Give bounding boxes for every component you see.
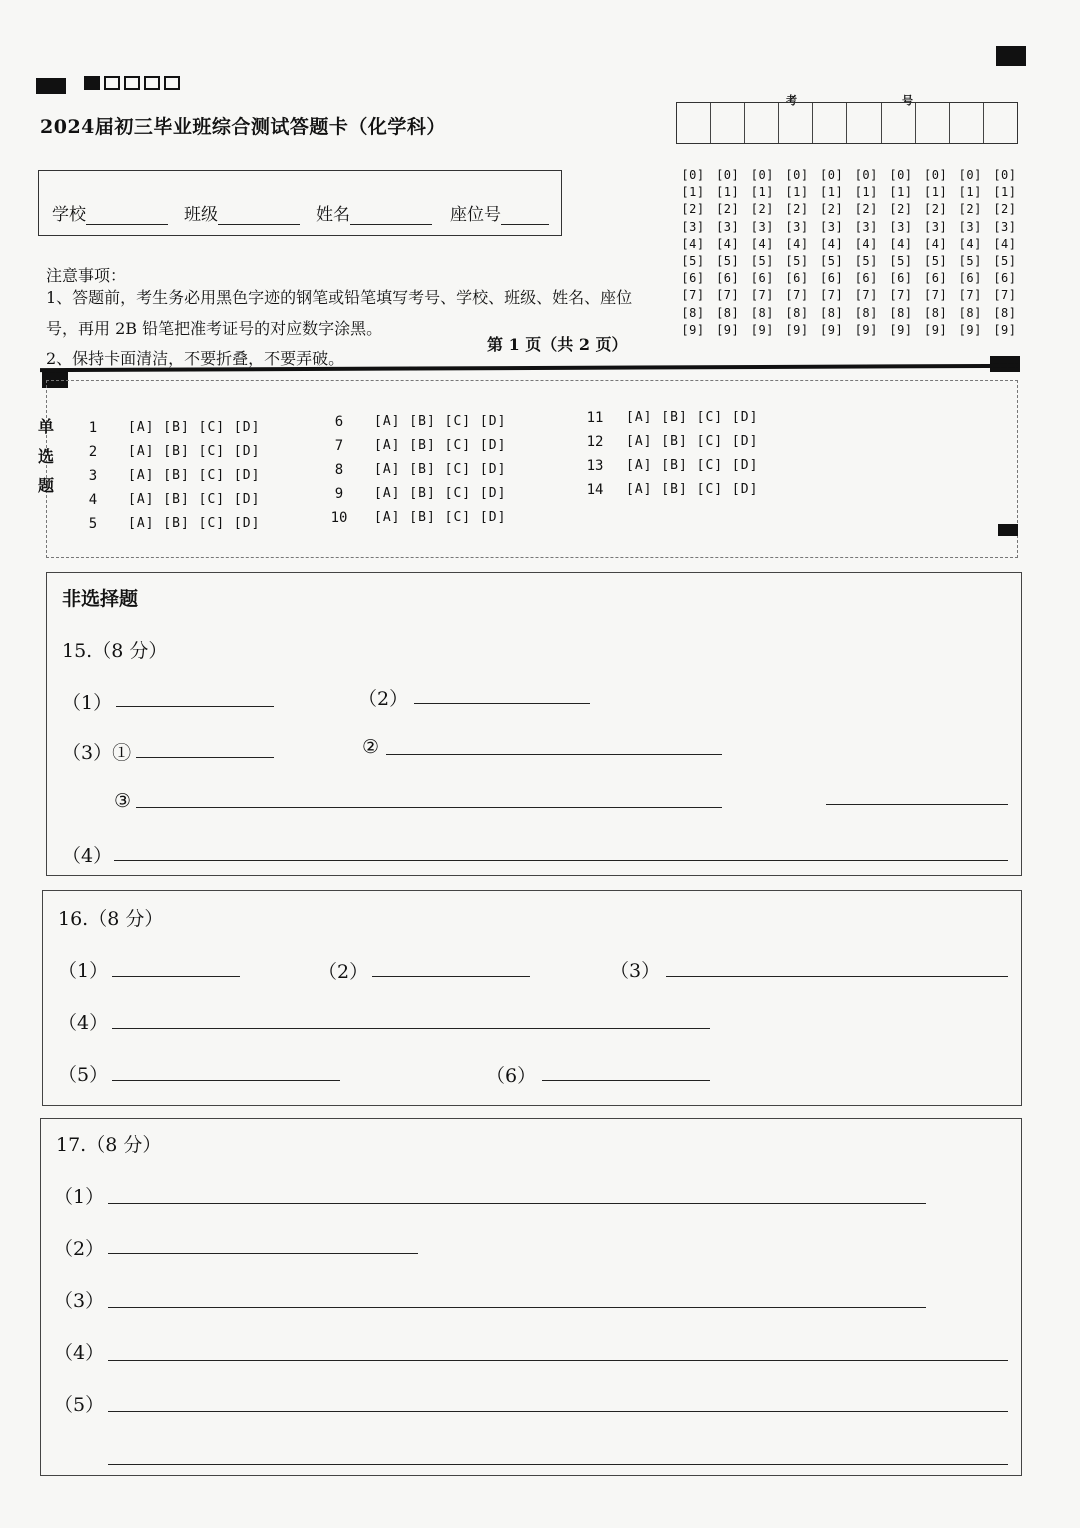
exam-id-bubble[interactable]: [6] — [924, 271, 948, 286]
exam-id-bubble[interactable]: [9] — [993, 322, 1017, 337]
exam-id-bubble[interactable]: [8] — [785, 305, 809, 320]
exam-id-bubble[interactable]: [2] — [854, 202, 878, 217]
exam-id-bubble[interactable]: [1] — [854, 185, 878, 200]
exam-id-bubble[interactable]: [0] — [716, 168, 740, 182]
exam-id-bubble[interactable]: [8] — [889, 305, 913, 320]
mc-question-number: 1 — [88, 420, 98, 436]
page-title: 2024届初三毕业班综合测试答题卡（化学科） — [40, 116, 446, 138]
mc-question-number: 8 — [334, 462, 344, 478]
notes-line-2: 号，再用 2B 铅笔把准考证号的对应数字涂黑。 — [46, 319, 383, 338]
mc-answer-options[interactable]: [A] [B] [C] [D] — [128, 516, 261, 531]
exam-id-bubble[interactable]: [7] — [785, 288, 809, 303]
exam-id-bubble[interactable]: [8] — [924, 305, 948, 320]
q15-part1-answer-line[interactable] — [116, 706, 274, 707]
exam-id-bubble[interactable]: [2] — [785, 202, 809, 217]
exam-id-bubble[interactable]: [9] — [785, 322, 809, 337]
mc-question-number: 2 — [88, 444, 98, 460]
exam-id-bubble[interactable]: [2] — [889, 202, 913, 217]
mc-label-char-2: 选 — [38, 447, 55, 466]
exam-id-bubble[interactable]: [1] — [750, 185, 774, 200]
notes-line-1: 1、答题前，考生务必用黑色字迹的钢笔或铅笔填写考号、学校、班级、姓名、座位 — [46, 288, 633, 307]
q17-part5-extra-answer-line[interactable] — [108, 1464, 1008, 1465]
question-17-section — [40, 1118, 1022, 1476]
exam-id-bubble[interactable]: [6] — [854, 271, 878, 286]
q16-part5-label: （5） — [58, 1064, 109, 1086]
exam-id-bubble[interactable]: [2] — [681, 202, 705, 217]
exam-id-bubble[interactable]: [5] — [681, 254, 705, 268]
q16-part2-label: （2） — [318, 961, 369, 983]
exam-id-bubble[interactable]: [5] — [750, 254, 774, 268]
mc-question-number: 3 — [88, 468, 98, 484]
mc-answer-options[interactable]: [A] [B] [C] [D] — [626, 482, 759, 497]
q16-part6-answer-line[interactable] — [542, 1080, 710, 1081]
exam-id-bubble[interactable]: [2] — [716, 202, 740, 217]
exam-id-bubble[interactable]: [4] — [785, 236, 809, 251]
exam-id-bubble[interactable]: [4] — [820, 236, 844, 251]
exam-id-digit-row[interactable] — [678, 271, 1020, 285]
q17-part3-label: （3） — [54, 1290, 105, 1312]
exam-id-bubble[interactable]: [1] — [785, 185, 809, 200]
q16-part3-answer-line[interactable] — [666, 976, 1008, 977]
q16-part1-answer-line[interactable] — [112, 976, 240, 977]
page-indicator-squares — [84, 76, 180, 90]
exam-id-bubble[interactable]: [8] — [958, 305, 982, 320]
mc-question-number: 11 — [586, 410, 604, 426]
exam-id-bubble[interactable]: [5] — [785, 254, 809, 268]
mc-question-number: 4 — [88, 492, 98, 508]
exam-id-bubble[interactable]: [3] — [924, 219, 948, 234]
exam-id-bubble[interactable]: [6] — [889, 271, 913, 286]
exam-id-label-right: 号 — [902, 94, 913, 107]
mc-question-number: 5 — [88, 516, 98, 532]
mc-answer-options[interactable]: [A] [B] [C] [D] — [374, 414, 507, 429]
exam-id-digit-row[interactable] — [678, 202, 1020, 216]
mc-question-number: 9 — [334, 486, 344, 502]
mc-question-number: 7 — [334, 438, 344, 454]
exam-id-bubble[interactable]: [1] — [681, 185, 705, 200]
q16-part1-label: （1） — [58, 960, 109, 982]
exam-id-bubble[interactable]: [6] — [993, 271, 1017, 286]
mc-answer-options[interactable]: [A] [B] [C] [D] — [374, 462, 507, 477]
q16-part4-label: （4） — [58, 1012, 109, 1034]
q17-part5-answer-line[interactable] — [108, 1411, 1008, 1412]
q15-part3-2-label: ② — [362, 736, 380, 758]
exam-id-bubble[interactable]: [7] — [681, 288, 705, 303]
exam-id-bubble[interactable]: [2] — [750, 202, 774, 217]
mc-question-number: 6 — [334, 414, 344, 430]
exam-id-bubble[interactable]: [8] — [820, 305, 844, 320]
q16-part2-answer-line[interactable] — [372, 976, 530, 977]
name-field[interactable]: 姓名 — [316, 200, 432, 225]
mc-label-char-1: 单 — [38, 417, 55, 436]
exam-id-bubble[interactable]: [5] — [958, 254, 982, 268]
exam-id-bubble[interactable]: [9] — [924, 322, 948, 337]
exam-id-digit-row[interactable] — [678, 288, 1020, 302]
exam-id-bubble[interactable]: [6] — [958, 271, 982, 286]
q16-part3-label: （3） — [610, 960, 661, 982]
exam-id-bubble[interactable]: [1] — [924, 185, 948, 200]
exam-id-input-grid[interactable] — [676, 102, 1018, 144]
q17-part2-label: （2） — [54, 1238, 105, 1260]
q17-part1-answer-line[interactable] — [108, 1203, 926, 1204]
exam-id-bubble[interactable]: [4] — [958, 236, 982, 251]
notes-line-3: 2、保持卡面清洁，不要折叠，不要弄破。 — [46, 349, 345, 368]
exam-id-bubble[interactable]: [6] — [785, 271, 809, 286]
exam-id-bubble[interactable]: [9] — [820, 322, 844, 337]
mc-answer-options[interactable]: [A] [B] [C] [D] — [374, 438, 507, 453]
corner-mark-top-left — [36, 78, 66, 94]
mc-answer-options[interactable]: [A] [B] [C] [D] — [626, 434, 759, 449]
exam-id-bubble[interactable]: [8] — [993, 305, 1017, 320]
exam-id-bubble[interactable]: [6] — [716, 271, 740, 286]
mc-answer-options[interactable]: [A] [B] [C] [D] — [128, 492, 261, 507]
exam-id-bubble[interactable]: [0] — [681, 168, 705, 182]
q15-part3-3-label: ③ — [114, 790, 132, 812]
exam-id-bubble[interactable]: [0] — [785, 168, 809, 182]
q17-part3-answer-line[interactable] — [108, 1307, 926, 1308]
exam-id-label-left: 考 — [786, 94, 797, 107]
exam-id-bubble[interactable]: [5] — [820, 254, 844, 268]
mc-question-number: 10 — [330, 510, 348, 526]
notes-heading: 注意事项： — [46, 266, 127, 285]
exam-id-bubble[interactable]: [4] — [854, 236, 878, 251]
q17-part5-label: （5） — [54, 1394, 105, 1416]
q15-part3-1-answer-line[interactable] — [136, 757, 274, 758]
exam-id-digit-row[interactable] — [678, 168, 1020, 182]
exam-id-bubble[interactable]: [0] — [958, 168, 982, 182]
exam-id-bubble[interactable]: [8] — [716, 305, 740, 320]
q17-part4-answer-line[interactable] — [108, 1360, 1008, 1361]
exam-id-bubble[interactable]: [1] — [716, 185, 740, 200]
exam-id-digit-row[interactable] — [678, 237, 1020, 251]
q17-part2-answer-line[interactable] — [108, 1253, 418, 1254]
exam-id-bubble[interactable]: [0] — [993, 168, 1017, 182]
q16-part4-answer-line[interactable] — [112, 1028, 710, 1029]
exam-id-bubble[interactable]: [7] — [924, 288, 948, 303]
exam-id-bubble[interactable]: [0] — [854, 168, 878, 182]
q17-part4-label: （4） — [54, 1342, 105, 1364]
exam-id-bubble[interactable]: [2] — [993, 202, 1017, 217]
exam-id-bubble[interactable]: [3] — [993, 219, 1017, 234]
exam-id-bubble[interactable]: [6] — [820, 271, 844, 286]
exam-id-bubble[interactable]: [6] — [681, 271, 705, 286]
exam-id-bubble[interactable]: [4] — [681, 236, 705, 251]
exam-id-bubble[interactable]: [3] — [785, 219, 809, 234]
exam-id-bubble[interactable]: [3] — [820, 219, 844, 234]
exam-id-bubble[interactable]: [7] — [958, 288, 982, 303]
exam-id-bubble[interactable]: [1] — [958, 185, 982, 200]
exam-id-bubble[interactable]: [9] — [958, 322, 982, 337]
exam-id-bubble[interactable]: [7] — [993, 288, 1017, 303]
exam-id-bubble[interactable]: [0] — [750, 168, 774, 182]
mc-answer-options[interactable]: [A] [B] [C] [D] — [626, 458, 759, 473]
exam-id-bubble[interactable]: [5] — [924, 254, 948, 268]
exam-id-bubble[interactable]: [7] — [716, 288, 740, 303]
exam-id-bubble[interactable]: [4] — [924, 236, 948, 251]
exam-id-bubble[interactable]: [7] — [750, 288, 774, 303]
mc-answer-options[interactable]: [A] [B] [C] [D] — [128, 420, 261, 435]
exam-id-bubble[interactable]: [4] — [889, 236, 913, 251]
q15-part3-label: （3）① — [62, 742, 132, 764]
q15-part3-3-answer-line[interactable] — [136, 807, 722, 808]
exam-id-bubble[interactable]: [4] — [993, 236, 1017, 251]
exam-id-bubble[interactable]: [7] — [854, 288, 878, 303]
q15-part1-label: （1） — [62, 692, 113, 714]
mc-question-number: 13 — [586, 458, 604, 474]
q16-part5-answer-line[interactable] — [112, 1080, 340, 1081]
mc-answer-options[interactable]: [A] [B] [C] [D] — [128, 444, 261, 459]
seat-field[interactable]: 座位号 — [450, 200, 549, 225]
exam-id-bubble[interactable]: [0] — [889, 168, 913, 182]
exam-id-bubble[interactable]: [2] — [924, 202, 948, 217]
page-number: 第 1 页（共 2 页） — [487, 335, 628, 354]
q17-part1-label: （1） — [54, 1186, 105, 1208]
exam-id-bubble[interactable]: [3] — [958, 219, 982, 234]
q15-part3-3-extra-answer-line[interactable] — [826, 804, 1008, 805]
q15-part2-answer-line[interactable] — [414, 703, 590, 704]
q15-part3-2-answer-line[interactable] — [386, 754, 722, 755]
exam-id-bubble[interactable]: [9] — [854, 322, 878, 337]
exam-id-bubble[interactable]: [5] — [716, 254, 740, 268]
exam-id-bubble[interactable]: [3] — [889, 219, 913, 234]
exam-id-bubble[interactable]: [4] — [750, 236, 774, 251]
school-field[interactable]: 学校 — [52, 200, 168, 225]
exam-id-bubble[interactable]: [0] — [924, 168, 948, 182]
mc-answer-options[interactable]: [A] [B] [C] [D] — [128, 468, 261, 483]
exam-id-bubble[interactable]: [9] — [716, 322, 740, 337]
q15-part4-label: （4） — [62, 845, 113, 867]
exam-id-bubble[interactable]: [2] — [820, 202, 844, 217]
exam-id-bubble[interactable]: [7] — [889, 288, 913, 303]
q16-part6-label: （6） — [486, 1065, 537, 1087]
exam-id-bubble[interactable]: [9] — [681, 322, 705, 337]
exam-id-digit-row[interactable] — [678, 323, 1020, 337]
q15-label: 15.（8 分） — [62, 640, 168, 662]
exam-id-bubble[interactable]: [2] — [958, 202, 982, 217]
corner-mark-top-right — [996, 46, 1026, 66]
exam-id-bubble[interactable]: [3] — [750, 219, 774, 234]
exam-id-bubble[interactable]: [3] — [716, 219, 740, 234]
exam-id-digit-row[interactable] — [678, 254, 1020, 268]
exam-id-bubble[interactable]: [0] — [820, 168, 844, 182]
exam-id-bubble[interactable]: [7] — [820, 288, 844, 303]
exam-id-bubble[interactable]: [1] — [889, 185, 913, 200]
exam-id-bubble[interactable]: [4] — [716, 236, 740, 251]
mc-answer-options[interactable]: [A] [B] [C] [D] — [626, 410, 759, 425]
exam-id-bubble[interactable]: [9] — [889, 322, 913, 337]
question-15-section — [46, 572, 1022, 876]
mc-corner-mark — [998, 524, 1018, 536]
mc-label-char-3: 题 — [38, 476, 55, 495]
exam-id-bubble[interactable]: [8] — [750, 305, 774, 320]
q15-part4-answer-line[interactable] — [114, 860, 1008, 861]
mc-answer-options[interactable]: [A] [B] [C] [D] — [374, 486, 507, 501]
exam-id-bubble[interactable]: [1] — [993, 185, 1017, 200]
exam-id-bubble[interactable]: [3] — [681, 219, 705, 234]
q17-label: 17.（8 分） — [56, 1134, 162, 1156]
class-field[interactable]: 班级 — [184, 200, 300, 225]
exam-id-bubble[interactable]: [3] — [854, 219, 878, 234]
exam-id-digit-row[interactable] — [678, 220, 1020, 234]
exam-id-digit-row[interactable] — [678, 306, 1020, 320]
exam-id-digit-row[interactable] — [678, 185, 1020, 199]
mc-question-number: 14 — [586, 482, 604, 498]
exam-id-bubble[interactable]: [8] — [854, 305, 878, 320]
mc-answer-options[interactable]: [A] [B] [C] [D] — [374, 510, 507, 525]
mc-question-number: 12 — [586, 434, 604, 450]
non-choice-heading: 非选择题 — [62, 588, 139, 610]
exam-id-bubble[interactable]: [6] — [750, 271, 774, 286]
q15-part2-label: （2） — [358, 688, 409, 710]
exam-id-bubble[interactable]: [5] — [993, 254, 1017, 268]
exam-id-bubble[interactable]: [9] — [750, 322, 774, 337]
q16-label: 16.（8 分） — [58, 908, 164, 930]
exam-id-bubble[interactable]: [8] — [681, 305, 705, 320]
exam-id-bubble[interactable]: [5] — [854, 254, 878, 268]
exam-id-bubble[interactable]: [5] — [889, 254, 913, 268]
exam-id-bubble[interactable]: [1] — [820, 185, 844, 200]
